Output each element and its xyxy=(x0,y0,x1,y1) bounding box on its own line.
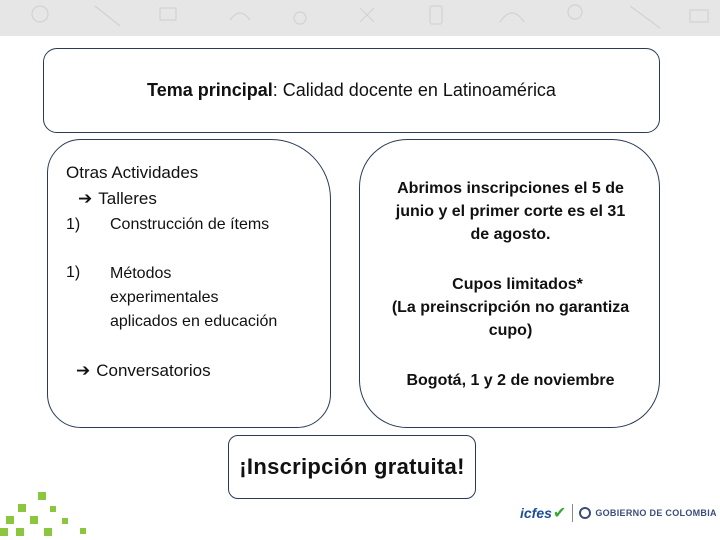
limited-seats-line3: cupo) xyxy=(488,322,533,339)
item2-text xyxy=(110,262,277,334)
talleres-label: Talleres xyxy=(98,189,157,208)
main-topic-box xyxy=(43,48,660,133)
other-activities-heading: Otras Actividades xyxy=(66,163,199,182)
event-location-date: Bogotá, 1 y 2 de noviembre xyxy=(406,372,615,389)
free-registration-text: ¡Inscripción gratuita! xyxy=(239,454,465,479)
conversatorios-label: Conversatorios xyxy=(96,361,211,380)
green-squares-decoration xyxy=(0,486,120,540)
arrow-right-icon: ➔ xyxy=(78,189,93,209)
footer-logos xyxy=(520,498,717,528)
main-topic-value: Calidad docente en Latinoamérica xyxy=(282,80,556,100)
item1-number: 1) xyxy=(66,216,81,233)
limited-seats-line2: (La preinscripción no garantiza xyxy=(391,299,630,316)
doodle-pattern xyxy=(0,0,720,36)
item2-number: 1) xyxy=(66,264,81,281)
item2-line2: experimentales xyxy=(110,289,219,306)
registration-dates xyxy=(360,177,661,246)
main-topic-separator: : xyxy=(272,80,283,100)
item2-line3: aplicados en educación xyxy=(110,313,278,330)
checkmark-icon: ✔ xyxy=(552,505,567,522)
other-activities-box xyxy=(47,139,331,428)
arrow-right-icon: ➔ xyxy=(76,361,91,381)
item2-line1: Métodos xyxy=(110,265,172,282)
registration-info-box xyxy=(359,139,660,428)
limited-seats xyxy=(360,273,661,342)
gobierno-logo-text: GOBIERNO DE COLOMBIA xyxy=(595,508,717,518)
icfes-logo: icfes xyxy=(520,505,552,521)
main-topic-label: Tema principal xyxy=(147,80,273,100)
talleres-line xyxy=(78,188,157,210)
registration-dates-line2: junio y el primer corte es el 31 xyxy=(395,203,626,220)
government-seal-icon xyxy=(579,507,591,519)
header-band xyxy=(0,0,720,36)
logo-divider xyxy=(572,504,573,522)
conversatorios-line xyxy=(76,360,211,382)
limited-seats-line1: Cupos limitados* xyxy=(452,276,583,293)
registration-dates-line3: de agosto. xyxy=(470,226,551,243)
registration-dates-line1: Abrimos inscripciones el 5 de xyxy=(397,180,624,197)
item1-text: Construcción de ítems xyxy=(110,216,270,233)
free-registration-box xyxy=(228,435,476,499)
